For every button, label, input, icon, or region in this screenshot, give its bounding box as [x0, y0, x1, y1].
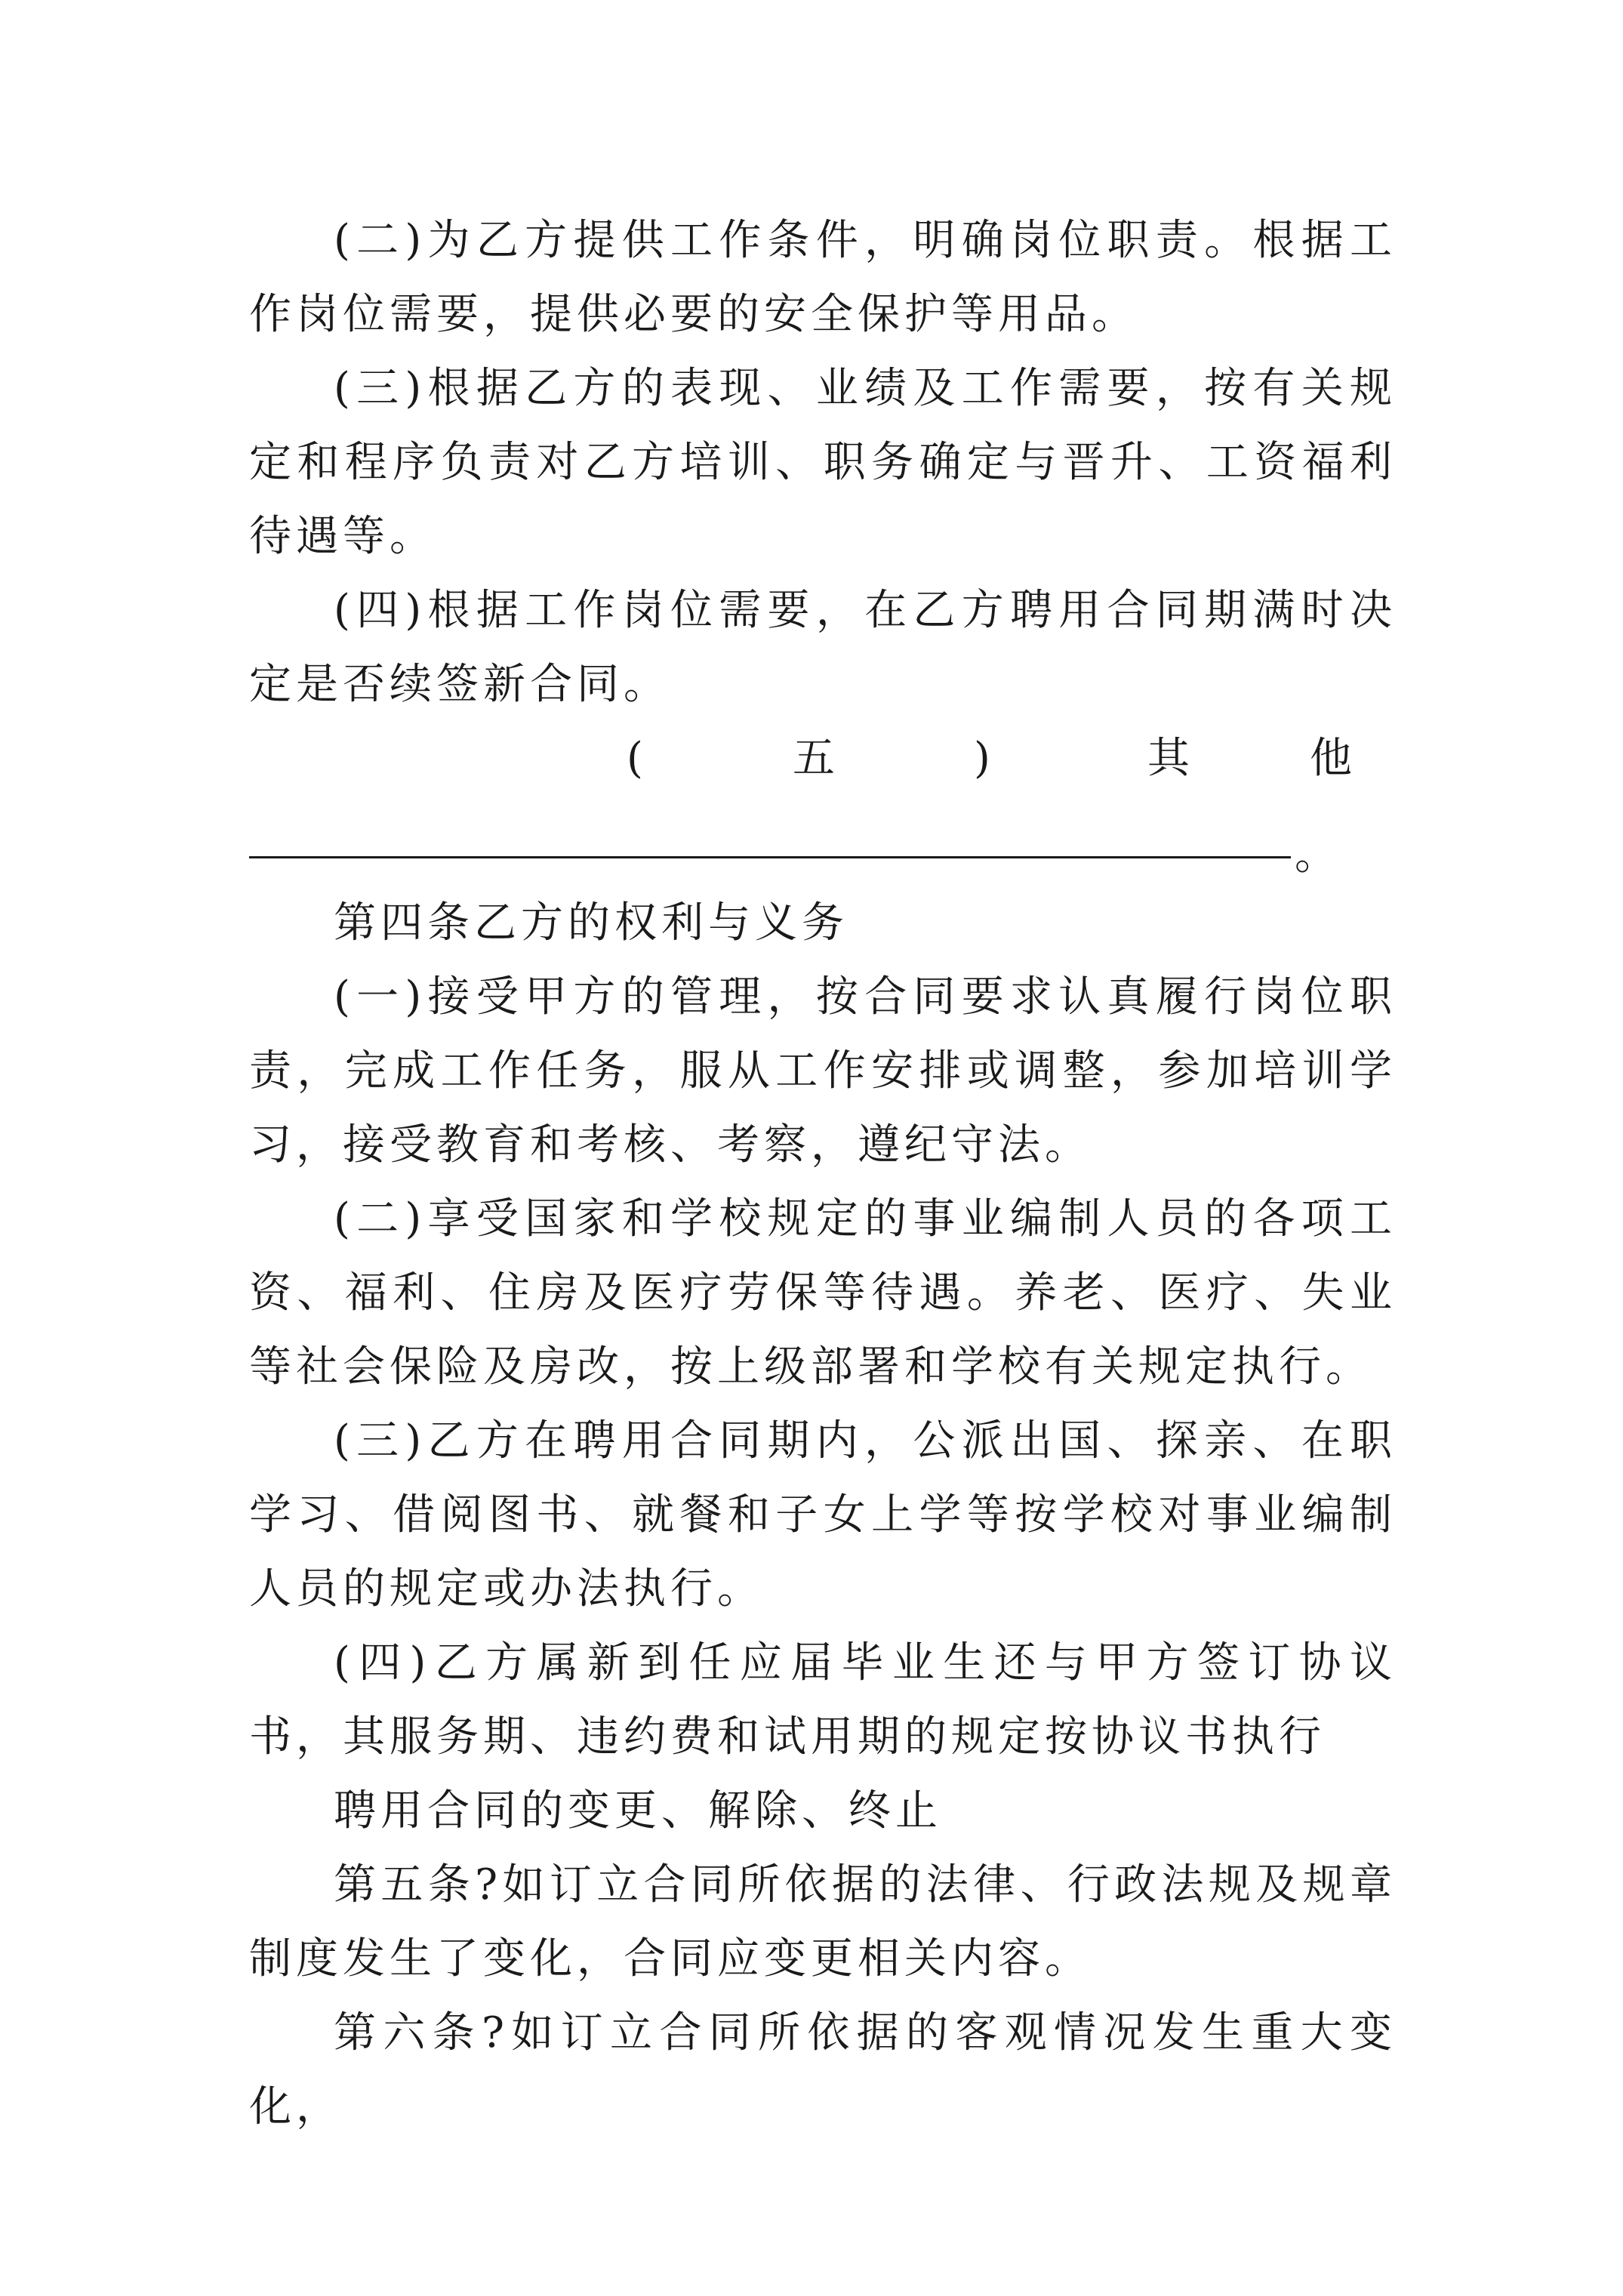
article-5-paragraph: 第五条?如订立合同所依据的法律、行政法规及规章制度发生了变化，合同应变更相关内容。: [249, 1860, 1397, 1983]
close-paren: ): [974, 734, 990, 783]
clause-5-other-line: [249, 722, 1397, 796]
article-4-item-4: (四)乙方属新到任应届毕业生还与甲方签订协议书，其服务期、违约费和试用期的规定按协议书执行: [249, 1638, 1397, 1761]
open-paren: (: [627, 734, 643, 783]
document-body: [249, 204, 1397, 2144]
article-4-item-2: (二)享受国家和学校规定的事业编制人员的各项工资、福利、住房及医疗劳保等待遇。养老、医疗、失业等社会保险及房改，按上级部署和学校有关规定执行。: [249, 1194, 1397, 1391]
article-4-item-1: (一)接受甲方的管理，按合同要求认真履行岗位职责，完成工作任务，服从工作安排或调整，参加培训学习，接受教育和考核、考察，遵纪守法。: [249, 972, 1397, 1170]
article-4-item-3: (三)乙方在聘用合同期内，公派出国、探亲、在职学习、借阅图书、就餐和子女上学等按学校对事业编制人员的规定或办法执行。: [249, 1416, 1397, 1613]
other-word-2: 他: [1310, 734, 1352, 783]
clause-4-paragraph: (四)根据工作岗位需要，在乙方聘用合同期满时决定是否续签新合同。: [249, 586, 1397, 709]
section-change-title: 聘用合同的变更、解除、终止: [334, 1786, 942, 1835]
clause-number: 五: [793, 734, 835, 783]
clause-3-paragraph: (三)根据乙方的表现、业绩及工作需要，按有关规定和程序负责对乙方培训、职务确定与晋升、工资福利待遇等。: [249, 364, 1397, 561]
other-word-1: 其: [1147, 734, 1190, 783]
article-6-paragraph: 第六条?如订立合同所依据的客观情况发生重大变化，: [249, 2008, 1397, 2131]
fill-in-blank: [249, 796, 1397, 886]
article-4-title: 第四条乙方的权利与义务: [334, 898, 848, 948]
blank-end-mark: 。: [1295, 831, 1337, 880]
clause-2-paragraph: (二)为乙方提供工作条件，明确岗位职责。根据工作岗位需要，提供必要的安全保护等用品。: [249, 216, 1397, 339]
blank-underline: [249, 856, 1291, 858]
